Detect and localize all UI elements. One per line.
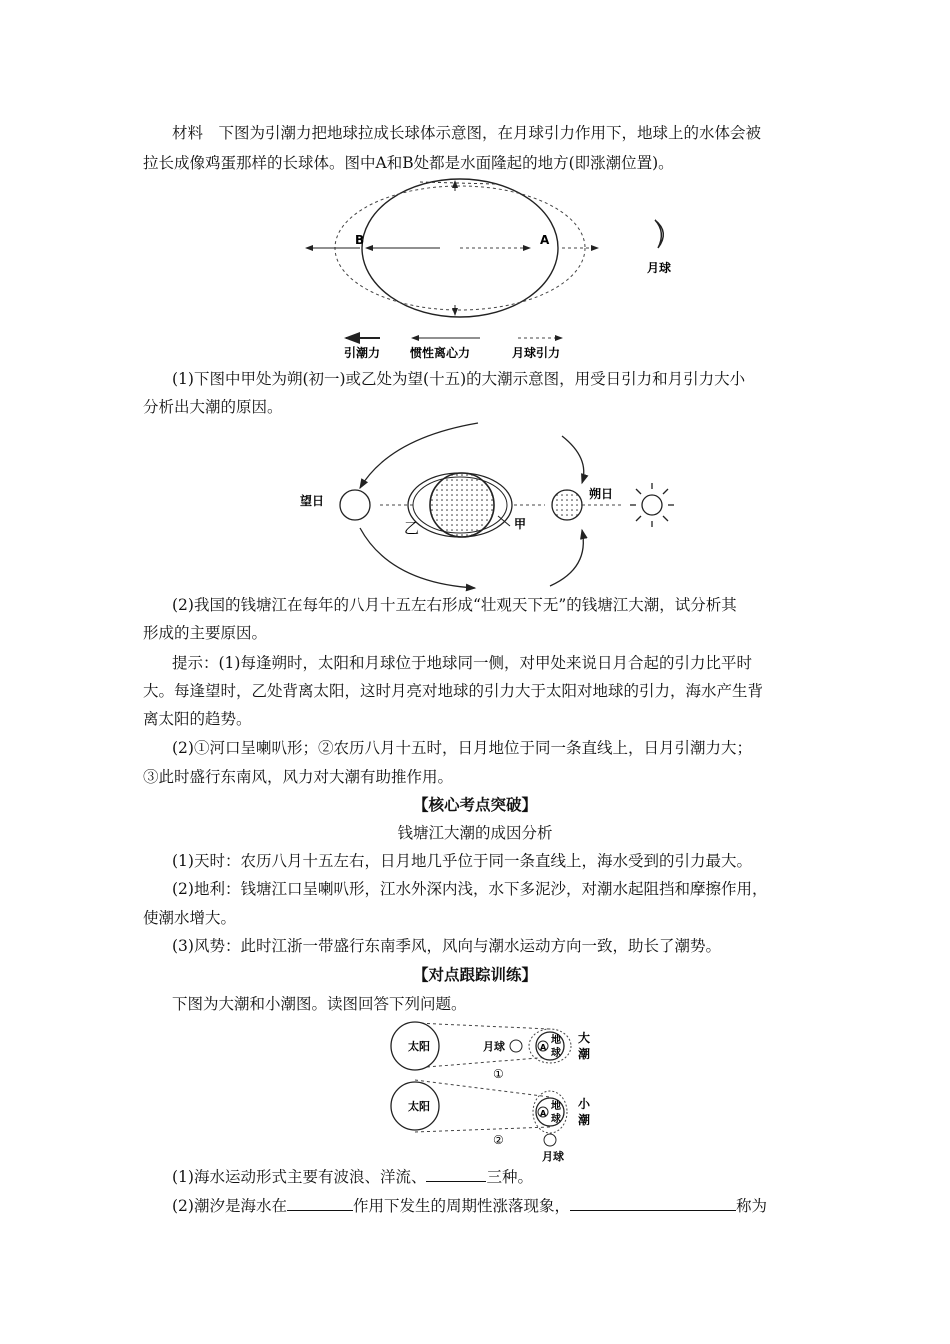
earth-label-1-neap: 地 [551,1101,561,1112]
material-line-1: 材料 下图为引潮力把地球拉成长球体示意图，在月球引力作用下，地球上的水体会被 [172,124,762,142]
moon-circle-neap [544,1134,556,1146]
number-1: ① [493,1067,504,1081]
spring-label-1: 大 [578,1031,591,1045]
legend-centrifugal: 惯性离心力 [410,346,471,360]
core-p2-line-2: 使潮水增大。 [143,909,237,927]
training-intro: 下图为大潮和小潮图。读图回答下列问题。 [172,995,467,1013]
moon-label-spring: 月球 [483,1040,505,1053]
core-p1: (1)天时：农历八月十五左右，日月地几乎位于同一条直线上，海水受到的引力最大。 [172,852,752,870]
new-moon-icon [552,490,582,520]
hint-line-4: (2)①河口呈喇叭形；②农历八月十五时，日月地位于同一条直线上，日月引潮力大； [172,739,752,757]
sun-label-neap: 太阳 [408,1100,430,1113]
core-heading: 【核心考点突破】 [412,795,537,814]
core-p2-line-1: (2)地利：钱塘江口呈喇叭形，江水外深内浅，水下多泥沙，对潮水起阻挡和摩擦作用， [172,880,768,898]
training-heading: 【对点跟踪训练】 [412,965,537,984]
spring-tide-orbit-diagram [300,418,700,593]
point-a-neap: A [540,1109,547,1118]
neap-label-2: 潮 [578,1113,591,1127]
answer-blank-2[interactable] [287,1195,353,1211]
exercise-q2-suffix: 称为 [735,1197,767,1215]
earth-globe-icon [430,473,494,537]
sun-icon [630,483,674,527]
q1-line-1: (1)下图中甲处为朔(初一)或乙处为望(十五)的大潮示意图，用受日引力和月引力大小 [172,370,746,388]
spring-neap-tide-diagram [385,1018,605,1168]
number-2: ② [493,1133,504,1147]
legend-moon-gravity: 月球引力 [512,346,561,360]
label-full-moon: 望日 [300,494,325,508]
moon-crescent-icon [655,220,663,248]
hint-line-2: 大。每逢望时，乙处背离太阳，这时月亮对地球的引力大于太阳对地球的引力，海水产生背 [143,682,764,700]
moon-label-neap: 月球 [542,1150,564,1163]
label-b: B [355,233,365,247]
core-title: 钱塘江大潮的成因分析 [397,824,553,842]
q2-line-1: (2)我国的钱塘江在每年的八月十五左右形成“壮观天下无”的钱塘江大潮，试分析其 [172,596,737,614]
legend-tidal-force: 引潮力 [344,346,381,360]
moon-label: 月球 [647,261,672,275]
label-a: A [540,233,550,247]
moon-circle-spring [510,1040,522,1052]
label-new-moon: 朔日 [589,487,614,501]
full-moon-icon [340,490,370,520]
q1-line-2: 分析出大潮的原因。 [143,398,283,416]
hint-line-5: ③此时盛行东南风，风力对大潮有助推作用。 [143,768,454,786]
exercise-q2-prefix: (2)潮汐是海水在 [172,1197,287,1215]
earth-label-1-spring: 地 [551,1035,561,1046]
exercise-q1 [172,1166,533,1188]
hint-line-3: 离太阳的趋势。 [143,710,252,728]
core-p3: (3)风势：此时江浙一带盛行东南季风，风向与潮水运动方向一致，助长了潮势。 [172,937,721,955]
sun-label-spring: 太阳 [408,1040,430,1053]
exercise-q2-middle: 作用下发生的周期性涨落现象， [352,1197,570,1215]
neap-label-1: 小 [578,1097,591,1111]
label-jia: 甲 [514,517,527,531]
hint-line-1: 提示：(1)每逢朔时，太阳和月球位于地球同一侧，对甲处来说日月合起的引力比平时 [172,654,752,672]
q2-line-2: 形成的主要原因。 [143,624,268,642]
exercise-q1-suffix: 三种。 [486,1168,533,1186]
answer-blank-1[interactable] [426,1166,486,1182]
point-a-spring: A [540,1043,547,1052]
earth-label-2-spring: 球 [551,1048,561,1059]
material-line-2: 拉长成像鸡蛋那样的长球体。图中A和B处都是水面隆起的地方(即涨潮位置)。 [143,154,674,172]
exercise-q1-prefix: (1)海水运动形式主要有波浪、洋流、 [172,1168,427,1186]
tide-force-diagram [300,172,700,362]
label-yi: 乙 [404,519,420,537]
spring-label-2: 潮 [578,1047,591,1061]
earth-label-2-neap: 球 [551,1114,561,1125]
exercise-q2 [172,1195,767,1217]
answer-blank-3[interactable] [570,1195,736,1211]
